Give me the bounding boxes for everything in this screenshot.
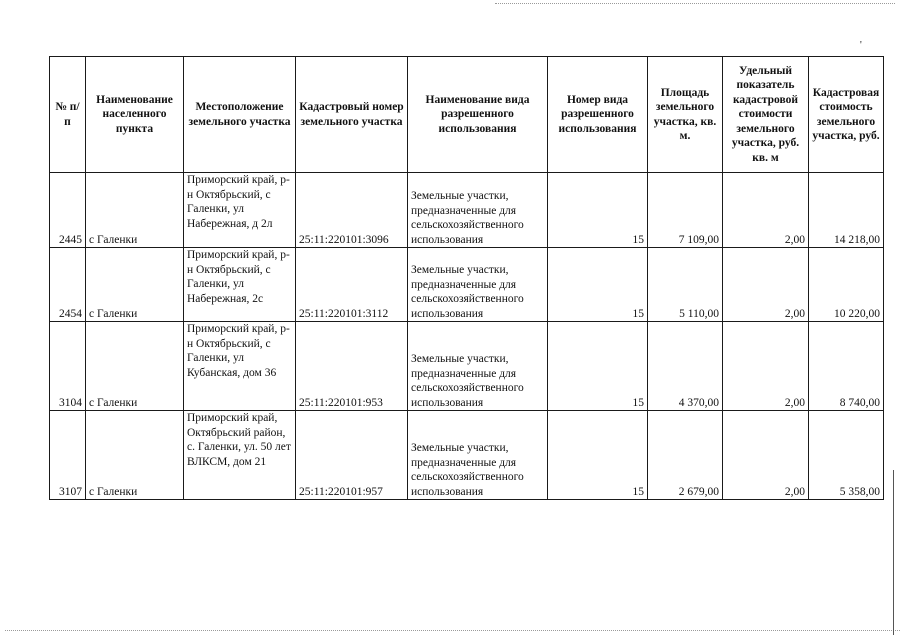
cadastral-number-cell: 25:11:220101:953 [296, 322, 408, 411]
row-number: 3104 [50, 322, 86, 411]
unit-value-cell: 2,00 [723, 322, 809, 411]
use-code-cell: 15 [548, 173, 648, 248]
settlement-cell: с Галенки [86, 248, 184, 322]
scan-mark: ' [860, 40, 862, 51]
unit-value-cell: 2,00 [723, 248, 809, 322]
cadastral-number-cell: 25:11:220101:3096 [296, 173, 408, 248]
cadastral-cost-cell: 5 358,00 [809, 411, 884, 500]
col-header-cadastral-cost: Кадастровая стоимость земельного участка, руб. [809, 57, 884, 173]
table-header-row [50, 57, 884, 173]
area-cell: 4 370,00 [648, 322, 723, 411]
settlement-cell: с Галенки [86, 322, 184, 411]
scan-artifact-edge [893, 470, 894, 635]
settlement-cell: с Галенки [86, 411, 184, 500]
use-code-cell: 15 [548, 248, 648, 322]
use-code-cell: 15 [548, 322, 648, 411]
location-cell: Приморский край, Октябрьский район, с. Галенки, ул. 50 лет ВЛКСМ, дом 21 [184, 411, 296, 500]
col-header-number: № п/п [50, 57, 86, 173]
scan-artifact-top [495, 3, 895, 4]
unit-value-cell: 2,00 [723, 411, 809, 500]
row-number: 3107 [50, 411, 86, 500]
row-number: 2445 [50, 173, 86, 248]
area-cell: 2 679,00 [648, 411, 723, 500]
table-row [50, 248, 884, 322]
cadastral-value-table [49, 56, 884, 500]
table-row [50, 411, 884, 500]
use-name-cell: Земельные участки, предназначенные для сельскохозяйственного использования [408, 411, 548, 500]
cadastral-cost-cell: 8 740,00 [809, 322, 884, 411]
col-header-location: Местоположение земельного участка [184, 57, 296, 173]
use-name-cell: Земельные участки, предназначенные для сельскохозяйственного использования [408, 322, 548, 411]
table-row [50, 322, 884, 411]
location-cell: Приморский край, р-н Октябрьский, с Галенки, ул Кубанская, дом 36 [184, 322, 296, 411]
col-header-unit-value: Удельный показатель кадастровой стоимости земельного участка, руб. кв. м [723, 57, 809, 173]
table-row [50, 173, 884, 248]
col-header-area: Площадь земельного участка, кв. м. [648, 57, 723, 173]
location-cell: Приморский край, р-н Октябрьский, с Галенки, ул Набережная, д 2л [184, 173, 296, 248]
cadastral-number-cell: 25:11:220101:3112 [296, 248, 408, 322]
area-cell: 7 109,00 [648, 173, 723, 248]
cadastral-cost-cell: 14 218,00 [809, 173, 884, 248]
location-cell: Приморский край, р-н Октябрьский, с Галенки, ул Набережная, 2с [184, 248, 296, 322]
cadastral-cost-cell: 10 220,00 [809, 248, 884, 322]
settlement-cell: с Галенки [86, 173, 184, 248]
row-number: 2454 [50, 248, 86, 322]
col-header-cadastral-number: Кадастровый номер земельного участка [296, 57, 408, 173]
col-header-use-code: Номер вида разрешенного использования [548, 57, 648, 173]
col-header-use-name: Наименование вида разрешенного использования [408, 57, 548, 173]
col-header-settlement: Наименование населенного пункта [86, 57, 184, 173]
use-code-cell: 15 [548, 411, 648, 500]
use-name-cell: Земельные участки, предназначенные для сельскохозяйственного использования [408, 248, 548, 322]
use-name-cell: Земельные участки, предназначенные для сельскохозяйственного использования [408, 173, 548, 248]
cadastral-number-cell: 25:11:220101:957 [296, 411, 408, 500]
area-cell: 5 110,00 [648, 248, 723, 322]
scan-artifact-bottom [5, 630, 900, 631]
unit-value-cell: 2,00 [723, 173, 809, 248]
